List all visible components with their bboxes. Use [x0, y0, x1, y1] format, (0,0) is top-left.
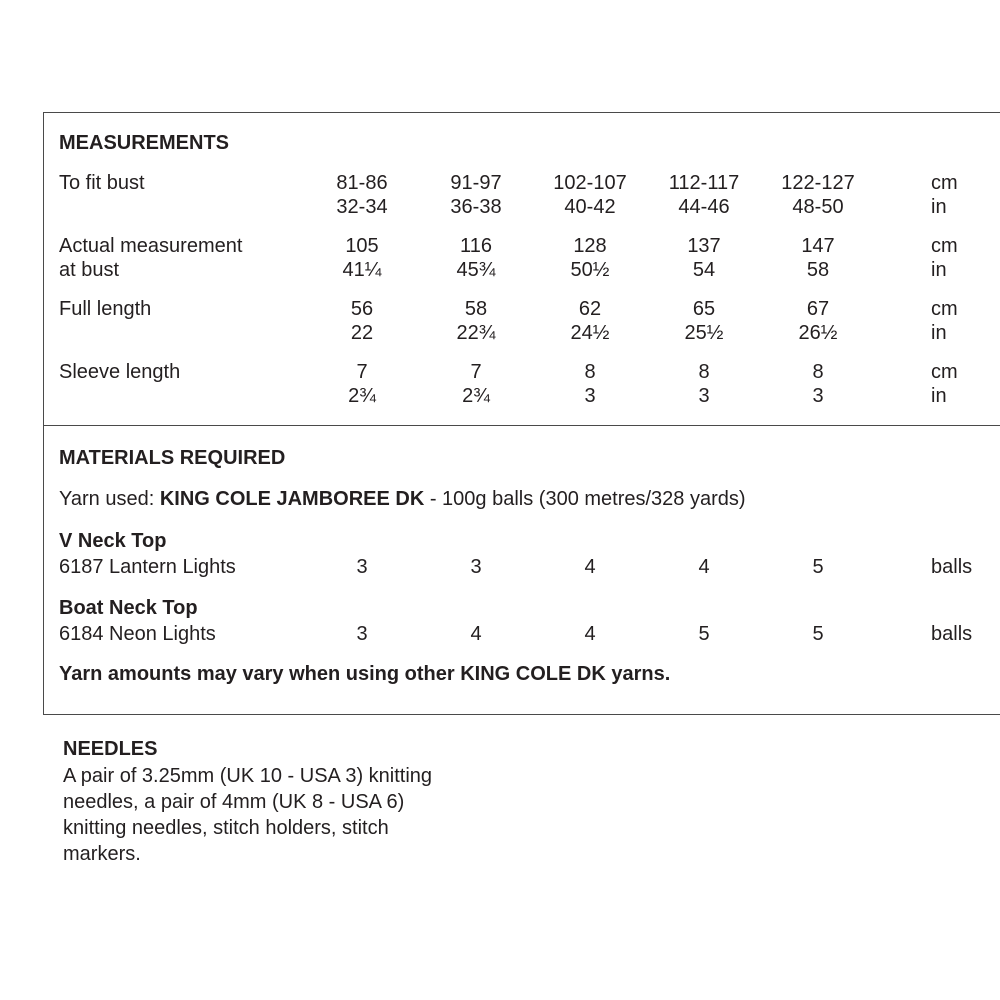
- value-cm: 116: [460, 235, 492, 257]
- value-in: 3: [584, 385, 596, 407]
- value-cm: 65: [692, 298, 716, 320]
- value-cm: 137: [687, 235, 721, 257]
- unit-cm: cm: [931, 172, 958, 194]
- shade-name: 6184 Neon Lights: [59, 623, 216, 645]
- value-in: 3: [812, 385, 824, 407]
- garment-title: Boat Neck Top: [59, 597, 198, 619]
- row-label-continued: at bust: [59, 259, 120, 281]
- value-cm: 91-97: [450, 172, 502, 194]
- value-cm: 81-86: [336, 172, 388, 194]
- value-in: 2¾: [462, 385, 490, 407]
- needles-text: [63, 763, 432, 867]
- ball-count: 5: [812, 623, 824, 645]
- unit-in: in: [931, 196, 947, 218]
- value-cm: 58: [464, 298, 488, 320]
- needles-heading: NEEDLES: [63, 738, 158, 760]
- value-in: 50½: [570, 259, 610, 281]
- unit-balls: balls: [931, 623, 973, 645]
- value-in: 25½: [684, 322, 724, 344]
- row-label: Sleeve length: [59, 361, 181, 383]
- value-cm: 147: [801, 235, 835, 257]
- needles-line: knitting needles, stitch holders, stitch: [63, 817, 389, 839]
- value-in: 26½: [798, 322, 838, 344]
- value-in: 58: [806, 259, 830, 281]
- yarn-name: KING COLE JAMBOREE DK: [159, 488, 425, 510]
- value-cm: 8: [584, 361, 596, 383]
- value-in: 45¾: [456, 259, 496, 281]
- value-in: 32-34: [336, 196, 388, 218]
- ball-count: 3: [470, 556, 482, 578]
- value-cm: 8: [698, 361, 710, 383]
- ball-count: 4: [584, 556, 596, 578]
- ball-count: 4: [698, 556, 710, 578]
- row-label: Full length: [59, 298, 152, 320]
- row-label: To fit bust: [59, 172, 145, 194]
- value-cm: 8: [812, 361, 824, 383]
- measurements-section: [43, 112, 1000, 426]
- value-cm: 122-127: [781, 172, 855, 194]
- ball-count: 4: [470, 623, 482, 645]
- value-cm: 128: [573, 235, 607, 257]
- shade-name: 6187 Lantern Lights: [59, 556, 236, 578]
- ball-count: 3: [356, 556, 368, 578]
- value-cm: 62: [578, 298, 602, 320]
- value-cm: 67: [806, 298, 830, 320]
- value-in: 41¼: [342, 259, 382, 281]
- unit-cm: cm: [931, 361, 958, 383]
- value-cm: 105: [345, 235, 379, 257]
- value-in: 24½: [570, 322, 610, 344]
- yarn-used-suffix: - 100g balls (300 metres/328 yards): [424, 488, 746, 510]
- value-cm: 7: [356, 361, 368, 383]
- measurements-heading: MEASUREMENTS: [59, 132, 230, 154]
- yarn-used-prefix: Yarn used:: [59, 488, 160, 510]
- value-in: 22: [350, 322, 374, 344]
- needles-line: markers.: [63, 843, 141, 865]
- value-in: 2¾: [348, 385, 376, 407]
- unit-cm: cm: [931, 298, 958, 320]
- value-cm: 102-107: [553, 172, 627, 194]
- value-in: 48-50: [792, 196, 844, 218]
- yarn-note: Yarn amounts may vary when using other KING COLE DK yarns.: [59, 663, 671, 685]
- needles-line: needles, a pair of 4mm (UK 8 - USA 6): [63, 791, 405, 813]
- unit-in: in: [931, 322, 947, 344]
- value-cm: 7: [470, 361, 482, 383]
- value-in: 36-38: [450, 196, 502, 218]
- needles-line: A pair of 3.25mm (UK 10 - USA 3) knitting: [63, 765, 433, 787]
- value-cm: 112-117: [668, 172, 740, 194]
- value-in: 40-42: [564, 196, 616, 218]
- ball-count: 4: [584, 623, 596, 645]
- value-in: 44-46: [678, 196, 730, 218]
- unit-balls: balls: [931, 556, 973, 578]
- ball-count: 5: [812, 556, 824, 578]
- value-in: 54: [692, 259, 716, 281]
- unit-in: in: [931, 259, 947, 281]
- unit-cm: cm: [931, 235, 958, 257]
- row-label: Actual measurement: [59, 235, 243, 257]
- garment-title: V Neck Top: [59, 530, 167, 552]
- materials-heading: MATERIALS REQUIRED: [59, 447, 286, 469]
- value-in: 3: [698, 385, 710, 407]
- value-cm: 56: [350, 298, 374, 320]
- unit-in: in: [931, 385, 947, 407]
- value-in: 22¾: [456, 322, 496, 344]
- yarn-used-line: [59, 487, 746, 511]
- ball-count: 3: [356, 623, 368, 645]
- ball-count: 5: [698, 623, 710, 645]
